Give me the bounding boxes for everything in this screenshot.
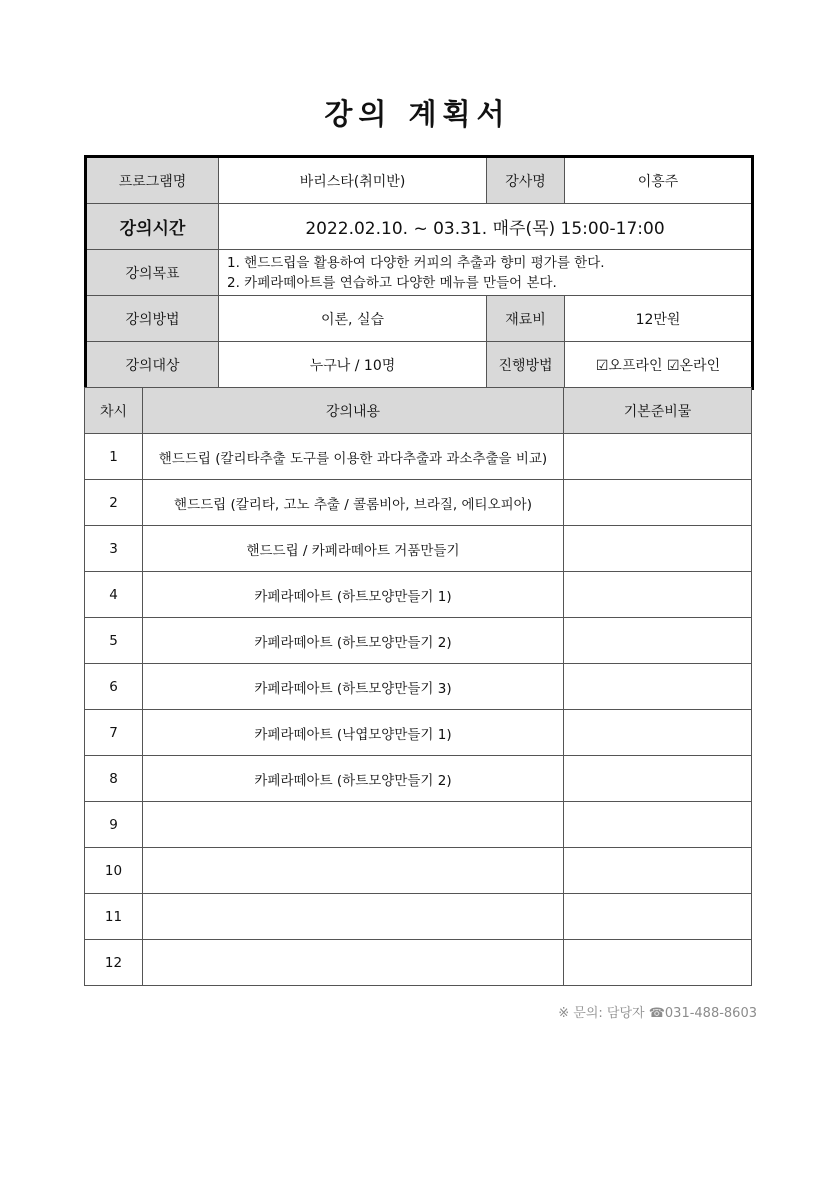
schedule-header-row	[85, 388, 752, 434]
info-row-program	[86, 157, 753, 204]
session-content: 카페라떼아트 (하트모양만들기 2)	[143, 756, 564, 802]
session-materials	[564, 756, 752, 802]
session-content: 핸드드립 / 카페라떼아트 거품만들기	[143, 526, 564, 572]
session-materials	[564, 848, 752, 894]
table-row	[85, 480, 752, 526]
method-value: 이론, 실습	[219, 296, 487, 342]
session-number: 11	[85, 894, 143, 940]
goal-value	[219, 250, 753, 296]
session-content: 핸드드립 (칼리타, 고노 추출 / 콜롬비아, 브라질, 에티오피아)	[143, 480, 564, 526]
session-number: 10	[85, 848, 143, 894]
method-label: 강의방법	[86, 296, 219, 342]
session-materials	[564, 526, 752, 572]
session-number: 6	[85, 664, 143, 710]
document-title: 강의 계획서	[324, 97, 511, 131]
table-row	[85, 434, 752, 480]
table-row	[85, 526, 752, 572]
session-materials	[564, 434, 752, 480]
fee-value: 12만원	[565, 296, 753, 342]
table-row	[85, 894, 752, 940]
header-content: 강의내용	[143, 388, 564, 434]
session-materials	[564, 618, 752, 664]
header-materials: 기본준비물	[564, 388, 752, 434]
table-row	[85, 664, 752, 710]
session-content: 카페라떼아트 (하트모양만들기 3)	[143, 664, 564, 710]
mode-value: ☑오프라인 ☑온라인	[565, 342, 753, 389]
session-materials	[564, 710, 752, 756]
table-row	[85, 710, 752, 756]
session-materials	[564, 802, 752, 848]
session-content: 카페라떼아트 (하트모양만들기 2)	[143, 618, 564, 664]
table-row	[85, 848, 752, 894]
goal-label: 강의목표	[86, 250, 219, 296]
info-row-method	[86, 296, 753, 342]
session-number: 9	[85, 802, 143, 848]
schedule-table	[84, 387, 752, 986]
instructor-label: 강사명	[487, 157, 565, 204]
program-label: 프로그램명	[86, 157, 219, 204]
session-number: 1	[85, 434, 143, 480]
table-row	[85, 802, 752, 848]
info-row-target	[86, 342, 753, 389]
session-materials	[564, 664, 752, 710]
mode-label: 진행방법	[487, 342, 565, 389]
session-number: 4	[85, 572, 143, 618]
session-content	[143, 940, 564, 986]
session-number: 12	[85, 940, 143, 986]
table-row	[85, 756, 752, 802]
table-row	[85, 940, 752, 986]
contact-footer: ※ 문의: 담당자 ☎031-488-8603	[558, 1006, 757, 1021]
target-value: 누구나 / 10명	[219, 342, 487, 389]
session-number: 2	[85, 480, 143, 526]
info-row-goal	[86, 250, 753, 296]
program-value: 바리스타(취미반)	[219, 157, 487, 204]
time-value: 2022.02.10. ~ 03.31. 매주(목) 15:00-17:00	[219, 204, 753, 250]
goal-line-1: 1. 핸드드립을 활용하여 다양한 커피의 추출과 향미 평가를 한다.	[227, 254, 605, 271]
time-label: 강의시간	[86, 204, 219, 250]
session-materials	[564, 894, 752, 940]
table-row	[85, 618, 752, 664]
session-content	[143, 848, 564, 894]
session-content: 카페라떼아트 (낙엽모양만들기 1)	[143, 710, 564, 756]
course-info-table	[84, 155, 754, 390]
target-label: 강의대상	[86, 342, 219, 389]
info-row-time	[86, 204, 753, 250]
instructor-value: 이흥주	[565, 157, 753, 204]
session-materials	[564, 480, 752, 526]
header-session: 차시	[85, 388, 143, 434]
session-number: 3	[85, 526, 143, 572]
goal-line-2: 2. 카페라떼아트를 연습하고 다양한 메뉴를 만들어 본다.	[227, 274, 557, 291]
session-materials	[564, 572, 752, 618]
fee-label: 재료비	[487, 296, 565, 342]
session-content	[143, 802, 564, 848]
session-number: 7	[85, 710, 143, 756]
session-number: 5	[85, 618, 143, 664]
session-number: 8	[85, 756, 143, 802]
session-content	[143, 894, 564, 940]
table-row	[85, 572, 752, 618]
session-content: 카페라떼아트 (하트모양만들기 1)	[143, 572, 564, 618]
session-content: 핸드드립 (칼리타추출 도구를 이용한 과다추출과 과소추출을 비교)	[143, 434, 564, 480]
session-materials	[564, 940, 752, 986]
